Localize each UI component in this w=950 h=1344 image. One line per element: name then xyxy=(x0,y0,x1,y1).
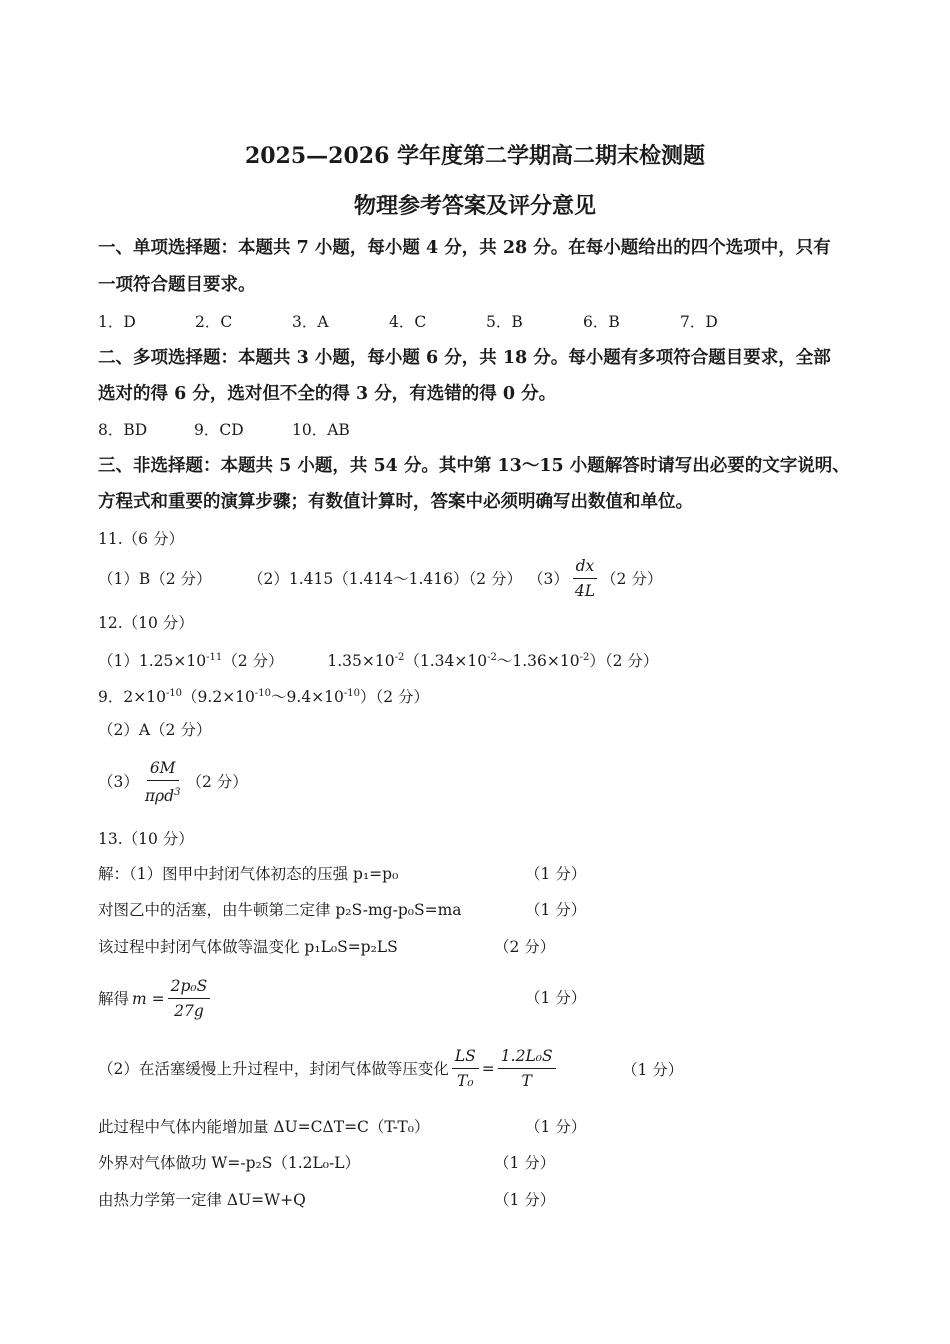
q11-part3-label: （3） xyxy=(528,569,569,588)
q12-part3-fraction xyxy=(142,758,184,806)
answer-5: 5．B xyxy=(486,313,523,331)
q13-solve-denominator: 27g xyxy=(174,1002,204,1020)
section1-heading-line1: 一、单项选择题：本题共 7 小题，每小题 4 分，共 28 分。在每小题给出的四个选项中，只有 xyxy=(98,238,831,258)
q12-l1b-exp: -2 xyxy=(394,652,405,663)
q12-header: 12.（10 分） xyxy=(98,614,194,632)
page-subtitle: 物理参考答案及评分意见 xyxy=(353,193,596,219)
q12-l2-range1-exp: -10 xyxy=(254,688,272,699)
q11-part3-points: （2 分） xyxy=(601,569,663,588)
q11-part2: （2）1.415（1.414～1.416）（2 分） xyxy=(248,570,523,588)
section3-heading-line1: 三、非选择题：本题共 5 小题，共 54 分。其中第 13～15 小题解答时请写出必要的文字说明、 xyxy=(98,456,850,476)
q11-part3-denominator: 4L xyxy=(574,582,596,600)
q13-row5-points: （1 分） xyxy=(494,1154,556,1172)
answer-8: 8．BD xyxy=(98,421,148,439)
q13-part2-num1: LS xyxy=(452,1046,479,1069)
section2-heading-line1: 二、多项选择题：本题共 3 小题，每小题 6 分，共 18 分。每小题有多项符合题目要求，全部 xyxy=(98,348,831,368)
q13-part2-text: （2）在活塞缓慢上升过程中，封闭气体做等压变化 xyxy=(98,1059,449,1078)
q13-row4-points: （1 分） xyxy=(525,1118,587,1136)
q13-solve-numerator: 2p₀S xyxy=(168,976,211,999)
q12-l1b-range1-exp: -2 xyxy=(487,652,497,663)
q13-row1-text: 解：（1）图甲中封闭气体初态的压强 p₁=p₀ xyxy=(98,865,399,883)
q11-part3 xyxy=(528,556,662,601)
answer-1: 1．D xyxy=(98,313,136,331)
q13-solve xyxy=(98,976,213,1021)
q13-solve-label: 解得 xyxy=(98,989,130,1008)
q13-part2 xyxy=(98,1046,559,1091)
answer-4: 4．C xyxy=(389,313,427,331)
q13-part2-fraction1 xyxy=(452,1046,479,1091)
q13-part2-den1: T₀ xyxy=(457,1072,474,1090)
q12-l2-value: 9．2×10 xyxy=(98,688,166,707)
q12-part3-denominator-wrap xyxy=(142,781,184,806)
answer-10: 10．AB xyxy=(292,421,350,439)
q12-line1 xyxy=(98,648,658,671)
q12-l2-range2: ～9.4×10 xyxy=(271,688,344,707)
q12-l1b-range1: （1.34×10 xyxy=(404,652,488,671)
q11-part3-fraction xyxy=(572,556,598,601)
q12-l2-range1: （9.2×10 xyxy=(182,688,255,707)
answer-9: 9．CD xyxy=(194,421,244,439)
q13-row2-text: 对图乙中的活塞，由牛顿第二定律 p₂S-mg-p₀S=ma xyxy=(98,901,462,919)
q13-row5-text: 外界对气体做功 W=-p₂S（1.2L₀-L） xyxy=(98,1154,361,1172)
q12-part2: （2）A（2 分） xyxy=(98,721,212,739)
q12-part3-label: （3） xyxy=(98,773,139,792)
q13-row4-text: 此过程中气体内能增加量 ΔU=CΔT=C（T-T₀） xyxy=(98,1118,430,1136)
section3-heading-line2: 方程式和重要的演算步骤；有数值计算时，答案中必须明确写出数值和单位。 xyxy=(98,492,693,512)
q12-l1b-value: 1.35×10 xyxy=(327,652,395,671)
answer-7: 7．D xyxy=(680,313,718,331)
q13-part2-points: （1 分） xyxy=(622,1061,684,1079)
q12-l2-exp: -10 xyxy=(165,688,183,699)
q13-part2-den2: T xyxy=(521,1072,532,1090)
q12-part3-points: （2 分） xyxy=(186,773,248,792)
q13-header: 13.（10 分） xyxy=(98,830,194,848)
q13-part2-num2: 1.2L₀S xyxy=(498,1046,556,1069)
q13-row3-points: （2 分） xyxy=(494,938,556,956)
q12-l1-value: （1）1.25×10 xyxy=(98,652,207,671)
q13-solve-var: m = xyxy=(132,989,165,1008)
q12-l1b-range2-exp: -2 xyxy=(579,652,590,663)
q12-l1b-points: ）（2 分） xyxy=(589,652,659,671)
section1-answers xyxy=(98,312,718,332)
q12-l2-points: ）（2 分） xyxy=(360,688,430,707)
q12-l1b-range2: ～1.36×10 xyxy=(496,652,580,671)
q12-part3-denominator-exp: 3 xyxy=(174,787,181,798)
q11-part3-numerator: dx xyxy=(573,556,598,579)
page-title: 2025—2026 学年度第二学期高二期末检测题 xyxy=(244,143,706,169)
q12-l1-exp: -11 xyxy=(206,652,223,663)
answer-3: 3．A xyxy=(292,313,329,331)
q12-part3 xyxy=(98,758,248,806)
q13-row2-points: （1 分） xyxy=(525,901,587,919)
q13-part2-equals: = xyxy=(481,1059,495,1078)
q13-row3-text: 该过程中封闭气体做等温变化 p₁L₀S=p₂LS xyxy=(98,938,398,956)
answer-6: 6．B xyxy=(583,313,620,331)
q13-row1-points: （1 分） xyxy=(525,865,587,883)
q12-line2 xyxy=(98,684,429,707)
q13-solve-points: （1 分） xyxy=(525,989,587,1007)
q12-l2-range2-exp: -10 xyxy=(343,688,361,699)
q13-row6-text: 由热力学第一定律 ΔU=W+Q xyxy=(98,1191,306,1209)
answer-2: 2．C xyxy=(195,313,233,331)
section1-heading-line2: 一项符合题目要求。 xyxy=(98,275,256,295)
q12-part3-numerator: 6M xyxy=(147,758,179,781)
q13-solve-fraction xyxy=(168,976,211,1021)
q11-part1: （1）B（2 分） xyxy=(98,570,212,588)
section2-answers xyxy=(98,420,350,440)
q13-row6-points: （1 分） xyxy=(494,1191,556,1209)
q12-l1-points: （2 分） xyxy=(222,652,284,671)
q12-part3-denominator: πρd xyxy=(144,787,175,806)
section2-heading-line2: 选对的得 6 分，选对但不全的得 3 分，有选错的得 0 分。 xyxy=(98,384,557,404)
q13-part2-fraction2 xyxy=(498,1046,556,1091)
q11-header: 11.（6 分） xyxy=(98,530,184,548)
